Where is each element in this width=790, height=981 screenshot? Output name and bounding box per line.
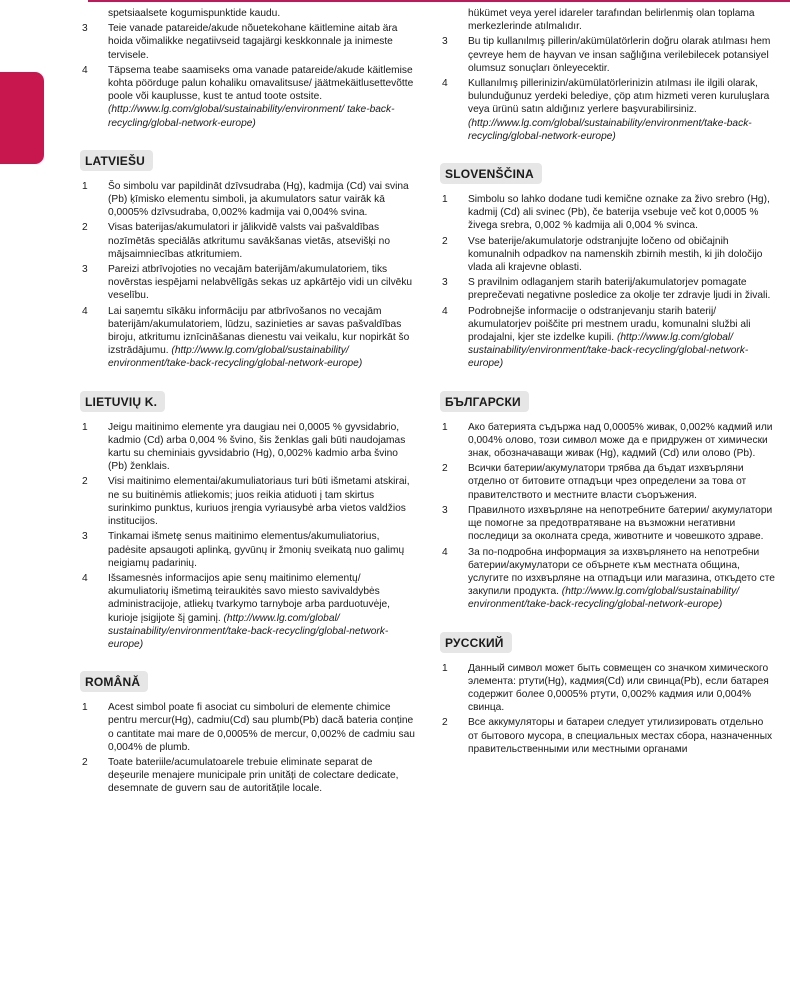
item-number: 2 — [442, 235, 448, 247]
item-number: 4 — [442, 305, 448, 317]
item-number: 2 — [82, 756, 88, 768]
item-number: 3 — [442, 504, 448, 516]
list-item — [80, 263, 415, 303]
list-item — [440, 305, 775, 371]
item-link[interactable]: (http://www.lg.com/global/ sustainability/environment/take-back-recycling/global-network-europe) — [108, 612, 389, 650]
russian-section — [440, 632, 775, 756]
list-item — [80, 221, 415, 261]
section-heading: LIETUVIŲ K. — [80, 391, 165, 412]
list-item — [80, 572, 415, 651]
list-item — [440, 77, 775, 143]
item-link[interactable]: (http://www.lg.com/global/sustainability/ environment/take-back-recycling/global-network-europe) — [468, 586, 740, 611]
item-number: 3 — [82, 531, 88, 543]
turkish-section — [440, 7, 775, 143]
item-number: 2 — [442, 463, 448, 475]
item-text: Simbolu so lahko dodane tudi kemične oznake za živo srebro (Hg), kadmij (Cd) ali svinec (Pb), če baterija vsebuje več kot 0,0005 % živega srebra, 0,002 % kadmija ali 0,004 % svinca. — [468, 194, 770, 232]
item-text: За по-подробна информация за изхвърлянето на непотребни батерии/акумулатори се обърнете към местната община, услугите по изхвърляне на отпадъци или магазина, откъдето сте закупили продукта. — [468, 546, 775, 598]
item-text: Tinkamai išmetę senus maitinimo elementus/akumuliatorius, padėsite apsaugoti aplinką, gyvūnų ir žmonių sveikatą nuo galimų neigiamų padarinių. — [108, 531, 405, 569]
section-heading: РУССКИЙ — [440, 632, 512, 653]
item-number: 3 — [82, 264, 88, 276]
list-item — [440, 504, 775, 544]
list-item — [80, 475, 415, 528]
item-number: 4 — [82, 572, 88, 584]
section-heading: LATVIEŠU — [80, 150, 153, 171]
item-text: S pravilnim odlaganjem starih baterij/akumulatorjev pomagate preprečevati negativne posledice za okolje ter zdravje ljudi in živali. — [468, 277, 771, 302]
item-number: 1 — [442, 662, 448, 674]
section-heading: ROMÂNĂ — [80, 671, 148, 692]
item-link[interactable]: (http://www.lg.com/global/sustainability/environment/ take-back-recycling/global-network-europe) — [108, 104, 395, 129]
estonian-section — [80, 7, 415, 130]
item-number: 1 — [82, 180, 88, 192]
top-accent-line — [88, 0, 790, 2]
item-number: 1 — [82, 421, 88, 433]
item-text: Kullanılmış pillerinizin/akümülatörlerinizin atılması ile ilgili olarak, bulunduğunuz yerdeki belediye, çöp atım hizmeti veren kuruluşlara veya ürünü satın aldığınız yerlere başvurabilirsiniz. — [468, 78, 770, 116]
item-text: Всички батерии/акумулатори трябва да бъдат изхвърляни отделно от битовите отпадъци чрез определени за това от правителството и местните власти съоръжения. — [468, 463, 747, 501]
item-text: Данный символ может быть совмещен со значком химического элемента: ртути(Hg), кадмия(Cd) или свинца(Pb), если батарея содержит более 0,0005% ртути, 0,002% кадмия или 0,004% свинца. — [468, 662, 769, 714]
item-number: 4 — [442, 78, 448, 90]
lithuanian-section — [80, 391, 415, 651]
item-number: 1 — [442, 194, 448, 206]
list-item — [440, 716, 775, 756]
section-heading: SLOVENŠČINA — [440, 163, 542, 184]
item-text: Все аккумуляторы и батареи следует утилизировать отдельно от бытового мусора, в специальных местах сбора, назначенных правительственными или местными органами — [468, 717, 773, 755]
item-number: 4 — [82, 64, 88, 76]
item-number: 3 — [442, 36, 448, 48]
left-column — [80, 7, 415, 816]
turkish-continuation-text: hükümet veya yerel idareler tarafından belirlenmiş olan toplama merkezlerinde atılmalıdır. — [468, 8, 755, 33]
item-text: Ако батерията съдържа над 0,0005% живак, 0,002% кадмий или 0,004% олово, този символ може да е придружен от химически знак, обозначаващи живак (Hg), кадмий (Cd) или олово (Pb). — [468, 421, 773, 460]
item-text: Acest simbol poate fi asociat cu simboluri de elemente chimice pentru mercur(Hg), cadmiu(Cd) sau plumb(Pb) dacă bateria conține o cantitate mai mare de 0,0005% de mercur, 0,002% de cadmiu sau 0,004% de plumb. — [108, 702, 415, 753]
item-text: Toate bateriile/acumulatoarele trebuie eliminate separat de deșeurile menajere municipale prin unități de colectare dedicate, desemnate de guvern sau de autoritățile locale. — [108, 756, 399, 795]
item-text: Visi maitinimo elementai/akumuliatoriaus turi būti išmetami atskirai, ne su buitinėmis atliekomis; juos reikia atiduoti į tam skirtus surinkimo punktus, kuriuos įrengia vyriausybė arba vietos valdžios institucijos. — [108, 476, 410, 528]
item-text: Lai saņemtu sīkāku informāciju par atbrīvošanos no vecajām baterijām/akumulatoriem, lūdzu, sazinieties ar savas pašvaldības biroju, atkritumu iznīcināšanas dienestu vai veikalu, kur nopirkāt šo izstrādājumu. — [108, 305, 410, 357]
bulgarian-section — [440, 391, 775, 612]
side-tab-marker — [0, 72, 44, 164]
item-number: 2 — [82, 222, 88, 234]
list-item — [440, 421, 775, 461]
item-text: Podrobnejše informacije o odstranjevanju starih baterij/ akumulatorjev poiščite pri mestnem uradu, komunalni službi ali prodajalni, kjer ste izdelke kupili. — [468, 305, 751, 344]
item-text: Правилното изхвърляне на непотребните батерии/ акумулатори ще помогне за предотвратяване на възможни негативни последици за околната среда, животните и човешкото здраве. — [468, 504, 773, 543]
item-number: 2 — [442, 717, 448, 729]
item-number: 4 — [82, 305, 88, 317]
list-item — [440, 662, 775, 715]
list-item — [440, 276, 775, 302]
item-link[interactable]: (http://www.lg.com/global/sustainability/ environment/take-back-recycling/global-network-europe) — [108, 345, 363, 370]
item-number: 2 — [82, 476, 88, 488]
item-text: Bu tip kullanılmış pillerin/akümülatörlerin doğru olarak atılması hem çevreye hem de hayvan ve insan sağlığına verilebilecek potansiyel olumsuz sonuçları önleyecektir. — [468, 36, 771, 74]
list-item — [440, 193, 775, 233]
item-link[interactable]: (http://www.lg.com/global/ sustainability/environment/take-back-recycling/global-network-europe) — [468, 332, 749, 370]
romanian-section — [80, 671, 415, 795]
item-text: Visas baterijas/akumulatori ir jālikvidē valsts vai pašvaldības nozīmētās speciālās atkritumu savākšanas vietās, atsevišķi no mājsaimniecības atkritumiem. — [108, 222, 390, 260]
list-item — [80, 421, 415, 474]
item-text: Täpsema teabe saamiseks oma vanade patareide/akude käitlemise kohta pöörduge palun kohaliku omavalitsuse/ jäätmekäitlusettevõtte poole või kauplusse, kust te antud toote ostsite. — [108, 64, 414, 103]
list-item — [80, 701, 415, 754]
item-text: Jeigu maitinimo elemente yra daugiau nei 0,0005 % gyvsidabrio, kadmio (Cd) arba 0,004 % švino, šis ženklas gali būti naudojamas kartu su cheminiais gyvsidabrio (Hg), 0,002% kadmio arba švino (Pb) ženklais. — [108, 421, 406, 473]
list-item — [440, 546, 775, 612]
item-text: Pareizi atbrīvojoties no vecajām baterijām/akumulatoriem, tiks novērstas iespējami nelabvēlīgās sekas uz apkārtējo vidi un cilvēku veselību. — [108, 264, 413, 302]
right-column — [440, 7, 775, 776]
item-text: Vse baterije/akumulatorje odstranjujte ločeno od običajnih komunalnih odpadkov na namenskih zbirnih mestih, ki jih določijo vlada ali krajevne oblasti. — [468, 235, 763, 274]
item-number: 1 — [442, 421, 448, 433]
list-item — [440, 462, 775, 502]
item-text: Teie vanade patareide/akude nõuetekohane käitlemine aitab ära hoida võimalikke negatiivseid tagajärgi keskkonnale ja inimeste tervisele. — [108, 23, 398, 61]
item-link[interactable]: (http://www.lg.com/global/sustainability/environment/take-back-recycling/global-network-europe) — [468, 117, 752, 142]
item-number: 4 — [442, 546, 448, 558]
list-item — [80, 180, 415, 220]
item-number: 3 — [82, 23, 88, 35]
section-heading: БЪЛГАРСКИ — [440, 391, 529, 412]
estonian-continuation-text: spetsiaalsete kogumispunktide kaudu. — [108, 8, 281, 19]
item-text: Šo simbolu var papildināt dzīvsudraba (Hg), kadmija (Cd) vai svina (Pb) ķīmisko elementu simboli, ja akumulators satur vairāk kā 0,0005% dzīvsudraba, 0,002% kadmija vai 0,004% svina. — [108, 180, 409, 219]
list-item — [80, 530, 415, 570]
list-item — [440, 235, 775, 275]
list-item — [440, 35, 775, 75]
item-text: Išsamesnės informacijos apie senų maitinimo elementų/ akumuliatorių išmetimą teiraukitės savo miesto savivaldybės administracijoje, atliekų tvarkymo tarnyboje arba parduotuvėje, kurioje įsigijote šį gaminį. — [108, 572, 390, 624]
latvian-section — [80, 150, 415, 371]
slovenian-section — [440, 163, 775, 371]
list-item — [80, 305, 415, 371]
list-item — [80, 756, 415, 796]
item-number: 3 — [442, 277, 448, 289]
item-number: 1 — [82, 702, 88, 714]
list-item — [80, 22, 415, 62]
list-item — [80, 64, 415, 130]
